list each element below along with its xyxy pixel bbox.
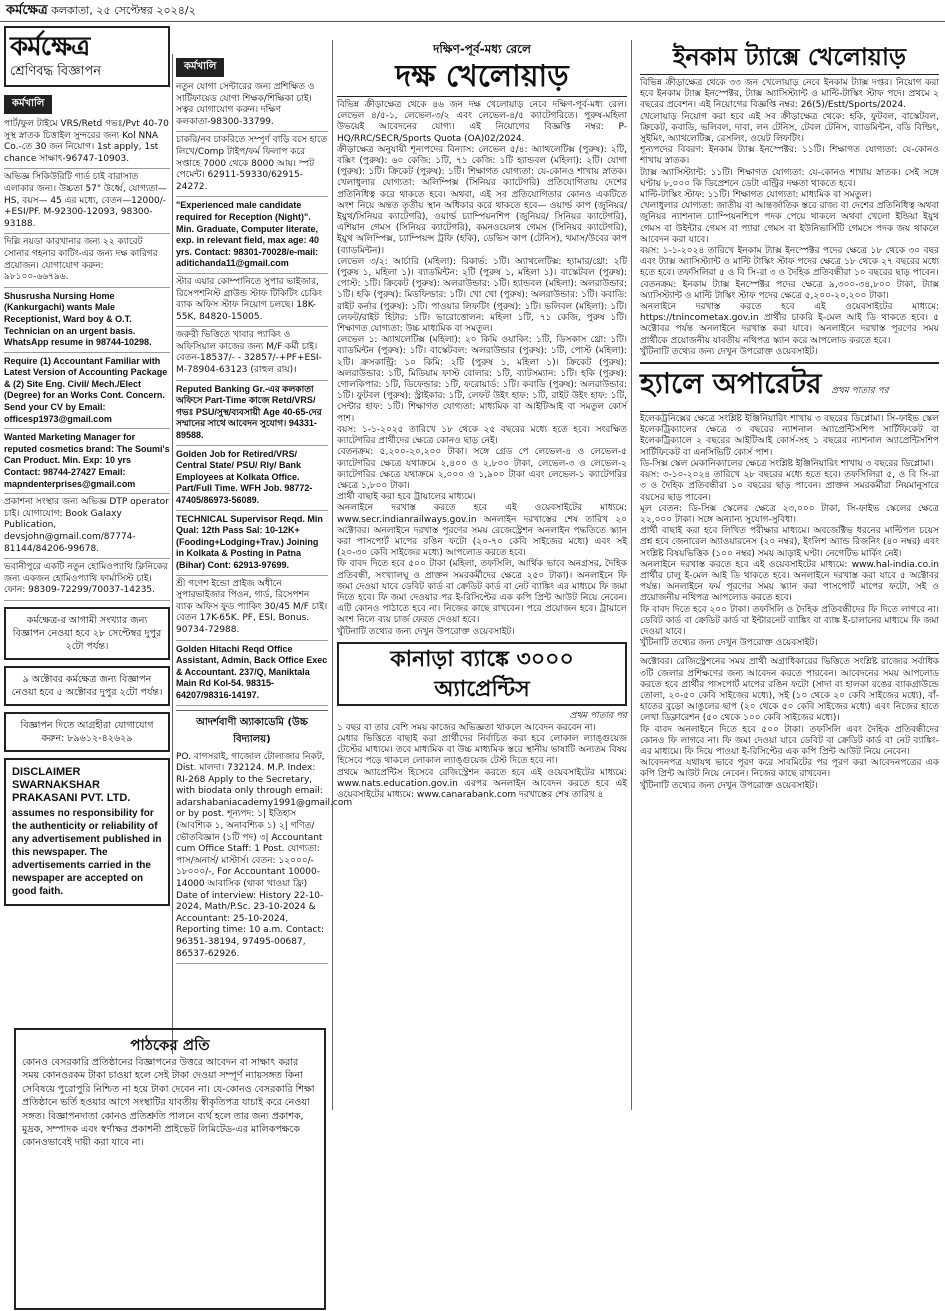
classified-ad: "Experienced male candidate required for Reception (Night)". Min. Graduate, Computer literate, exp. in relevant field, max age: 40 yrs. Contact: 98301-70028/e-mail: aditichanda11@gmail.com bbox=[176, 197, 328, 274]
classified-column-1 bbox=[4, 26, 170, 1026]
reader-notice-box bbox=[14, 1028, 326, 1310]
classified-ad: অভিজ্ঞ সিকিউরিটি গার্ড চাই বারাসাত এলাকার জন্য। উচ্চতা 57" উর্ধ্বে, যোগ্যতা— HS, বয়স— 45 এর মধ্যে, বেতন—12000/-+ESI/PF. M-92300-12093, 98300-93188. bbox=[4, 169, 170, 234]
classified-ad: জরুরী ভিত্তিতে খাবার প্যাকিং ও অফিসিয়াল কাজের জন্য M/F কর্মী চাই। বেতন-18537/- - 32857/-+PF+ESI- M-78904-63123 (রাহুল রায়)। bbox=[176, 327, 328, 380]
masthead-location-date: কলকাতা, ২৫ সেপ্টেম্বর ২০২৪/২ bbox=[51, 4, 196, 17]
classified-ad: স্টার এয়ার কোম্পানিতে সুপার ভাইজার, রিসেপশনিস্ট গ্রাউন্ড স্টাফ টিকিটিং চেকিং ব্যাক অফিস স্টাফ নিয়োগ চলছে। 18K-55K, 84820-15005. bbox=[176, 274, 328, 327]
classified-ad: Require (1) Accountant Familiar with Latest Version of Accounting Package & (2) Site Eng. Civil/ Mech./Elect (Degree) for an Works Cont. Concern. Send your CV by Email: officesp1973@gmail.com bbox=[4, 353, 170, 430]
incometax-article bbox=[638, 40, 941, 1310]
incometax-headline: ইনকাম ট্যাক্সে খেলোয়াড় bbox=[640, 40, 939, 75]
section-tag: কর্মখালি bbox=[4, 95, 52, 114]
canara-page-ref: প্রথম পাতার পর bbox=[569, 710, 627, 721]
classified-ad: ভবানীপুরে একটি নতুন হোমিওপ্যাথি ক্লিনিকের জন্য একজন হোমিওপ্যাথি ফার্মাসিস্ট চাই। ফোন: 98309-72299/70037-14235. bbox=[4, 559, 170, 601]
academy-title: আদর্শবাণী অ্যাকাডেমি (উচ্চ বিদ্যালয়) bbox=[176, 710, 328, 749]
article-body: বিভিন্ন ক্রীড়াক্ষেত্র থেকে ৪৬ জন দক্ষ খেলোয়াড় নেবে দক্ষিণ-পূর্ব-মধ্য রেল। লেভেল ৪/৫-১, লেভেল-৩/২ এবং লেভেল-৪/৫ ক্যাটেগরিতে। পুরুষ-মহিলা উভয়েই আবেদনের যোগ্য। এই নিয়োগের বিজ্ঞপ্তি নম্বর: P-HQ/RRC/SECR/Sports Quota (OA)02/2024. ক্রীড়াক্ষেত্র অনুযায়ী শূন্যপদের বিন্যাস: লেভেল ৫/৪: অ্যাথলেটিক্স (পুরুষ): ২টি, বক্সিং (পুরুষ): ৬০ কেজি: ১টি, ৭১ কেজি: ১টি হ্যান্ডবল (মহিলা): ২টি। যোগা (পুরুষ): ১টি। ক্রিকেট (পুরুষ): ১টি। শিক্ষাগত যোগ্যতা: যে-কোনও শাখায় স্নাতক। খেলাধুলার যোগ্যতা: অলিম্পিক্স (সিনিয়র ক্যাটেগরি) প্রতিযোগিতায় দেশের প্রতিনিধিত্ব করে থাকতে হবে। অথবা, এই সব প্রতিযোগিতার কোনও একটিতে অংশ নিয়ে অন্তত তৃতীয় স্থান অধিকার করে থাকতে হবে— ওয়ার্ল্ড কাপ (জুনিয়র/ইয়ুথ/সিনিয়র ক্যাটেগরি), ওয়ার্ল্ড চ্যাম্পিয়নশিপ (জুনিয়র/ সিনিয়র ক্যাটেগরি), এশিয়ান গেমস (সিনিয়র ক্যাটেগরি), কমনওয়েলথ গেমস (সিনিয়র ক্যাটেগরি), ইয়ুথ অলিম্পিক্স, চ্যাম্পিয়ন্স ট্রফি (হকি), ডেভিস কাপ (টেনিস), থমাস/উবের কাপ (ব্যাডমিন্টন)। লেভেল ৩/২: আর্চারি (মহিলা): রিকার্ভ: ১টি। অ্যাথলেটিক্স: হ্যামার/থ্রো: ২টি (পুরুষ ১, মহিলা ১)। ব্যাডমিন্টন: ২টি (পুরুষ ১, মহিলা ১)। বাস্কেটবল (পুরুষ): পোস্ট: ১টি। ক্রিকেট (পুরুষ): অলরাউন্ডার: ১টি। হ্যান্ডবল (মহিলা): অলরাউন্ডার: ১টি। হকি (পুরুষ): মিডফিল্ডার: ১টি। খো খো (পুরুষ): অলরাউন্ডার: ১টি। কবাডি: রাইট কর্নার (পুরুষ): ১টি। পাওয়ার লিফটিং (পুরুষ): ১টি। ভলিবল (মহিলা): ১টি। লেফট/রাইট হিটার: ১টি। ভারোত্তোলন: মহিলা ১টি, ৭১ কেজি, পুরুষ ১টি। শিক্ষাগত যোগ্যতা: উচ্চ মাধ্যমিক বা সমতুল। লেভেল ১: অ্যাথলেটিক্স (মহিলা): ২০ কিমি ওয়াকিং: ১টি, ডিসকাস থ্রো: ১টি। ব্যাডমিন্টন (পুরুষ): ১টি। বাস্কেটবল: অলরাউন্ডার (পুরুষ): ১টি, পোস্ট (মহিলা): ২টি। ক্রসকান্ট্রি: ১০ কিমি: ২টি (পুরুষ ১, মহিলা ১)। ক্রিকেট (পুরুষ): অলরাউন্ডার: ১টি, মিডিয়াম ফাস্ট বোলার: ১টি, ব্যাটসম্যান: ১টি। হকি (পুরুষ): গোলকিপার: ১টি, ডিফেন্ডার: ১টি, ফরোয়ার্ড: ১টি। কবাডি (পুরুষ): অলরাউন্ডার: ১টি। ফুটবল (পুরুষ): স্ট্রাইকার: ১টি, লেফট উইং হাফ: ১টি, রাইট উইং হাফ: ১টি, সেন্টার হাফ: ১টি। শিক্ষাগত যোগ্যতা: মাধ্যমিক বা আইটিআই বা সমতুল কোর্স পাশ। বয়স: ১-১-২০২৫ তারিখে ১৮ থেকে ২৫ বছরের মধ্যে হতে হবে। সংরক্ষিত ক্যাটেগরির প্রার্থীদের ক্ষেত্রে কোনও ছাড় নেই। বেতনক্রম: ৫,২০০-২০,২০০ টাকা। সঙ্গে গ্রেড পে লেভেল-৪ ও লেভেল-৫ ক্যাটেগরির ক্ষেত্রে যথাক্রমে ২,৪০০ ও ২,৮০০ টাকা, লেভেল-৩ ও লেভেল-২ ক্যাটেগরির ক্ষেত্রে যথাক্রমে ২,০০০ ও ১,৯০০ টাকা এবং লেভেল-১ ক্যাটেগরির ক্ষেত্রে ১,৮০০ টাকা। প্রার্থী বাছাই করা হবে ট্রায়ালের মাধ্যমে। অনলাইনে দরখাস্ত করতে হবে এই ওয়েবসাইটের মাধ্যমে: www.secr.indianrailways.gov.in অনলাইন দরখাস্তের শেষ তারিখ ২০ অক্টোবর। অনলাইনে দরখাস্ত পূরণের সময় রেজেস্ট্রেশন অনলাইন পদ্ধতিতে স্ক্যান করা পাসপোর্ট মাপের রঙিন ফটো (২০-৭০ কেবি সাইজের মধ্যে) এবং সই (২০-৩০ কেবি সাইজের মধ্যে) আপলোড করতে হবে। ফি বাবদ দিতে হবে ৫০০ টাকা (মহিলা, তফসিলি, আর্থিক ভাবে অনগ্রসর, দৈহিক প্রতিবন্ধী, সংখ্যালঘু ও প্রাক্তন সমরকর্মীদের ক্ষেত্রে ২৫০ টাকা)। অনলাইনে ফি জমা দেওয়া যাবে ডেবিট কার্ড বা ক্রেডিট কার্ড বা নেট ব্যাঙ্কিং এর মাধ্যমে ফি জমা দিতে হবে। ফি জমা দেওয়ার পর ই-রিসিপ্টের এক কপি প্রিন্ট আউট নিয়ে নেবেন। এটি কোনও পাঠাতে হবে না। নিজের কাছে রাখবেন। পরে প্রয়োজন হবে। ট্রায়ালে অংশ নিলে ব্যয় চার্জ ফেরত দেওয়া হবে। খুঁটিনাটি তথ্যের জন্য দেখুন উপরোক্ত ওয়েবসাইট। bbox=[337, 100, 627, 637]
incometax-body: বিভিন্ন ক্রীড়াক্ষেত্র থেকে ৩৩ জন খেলোয়াড় নেবে ইনকাম ট্যাক্স দপ্তর। নিয়োগ করা হবে ইনকাম ট্যাক্স ইনস্পেক্টর, ট্যাক্স অ্যাসিস্ট্যান্ট ও মাল্টি-টাস্কিং স্টাফ পদে। প্রথমে ২ বছরের প্রবেশন। এই নিয়োগের বিজ্ঞপ্তি নম্বর: 26(5)/Estt/Sports/2024. খেলোয়াড় নিয়োগ করা হবে এই সব ক্রীড়াক্ষেত্র থেকে: হকি, ফুটবল, বাস্কেটবল, ক্রিকেট, কবাডি, ভলিবল, দাবা, লন টেনিস, টেবল টেনিস, ব্যাডমিন্টন, বডি বিল্ডিং, সুইমিং, অ্যাথলেটিক্স, রেসলিং, ওয়েট লিফটিং। শূন্যপদের বিবরণ: ইনকাম ট্যাক্স ইনস্পেক্টর: ১১টি। শিক্ষাগত যোগ্যতা: যে-কোনও শাখায় স্নাতক। ট্যাক্স অ্যাসিস্ট্যান্ট: ১১টি। শিক্ষাগত যোগ্যতা: যে-কোনও শাখায় স্নাতক। সেই সঙ্গে ঘণ্টায় ৮,০০০ কি ডিপ্রেশনে ডেটা এন্ট্রির দক্ষতা থাকতে হবে। মাল্টি-টাস্কিং স্টাফ: ১১টি। শিক্ষাগত যোগ্যতা: মাধ্যমিক বা সমতুল। খেলাধুলার যোগ্যতা: জাতীয় বা আন্তর্জাতিক স্তরে রাজ্য বা দেশের প্রতিনিধিত্ব অথবা জুনিয়র ন্যাশনাল চ্যাম্পিয়নশিপে পদক পেয়ে থাকলে অথবা খেলো ইন্ডিয়া ইয়ুথ গেমস বা উইন্টার গেমস বা প্যারা গেমস বা ইউনিভার্সিটি গেমসে পদক জয় থাকলে আবেদন করা যাবে। বয়স: ১-১-২০২৪ তারিখে ইনকাম ট্যাক্স ইনস্পেক্টর পদের ক্ষেত্রে ১৮ থেকে ৩০ বছর এবং ট্যাক্স অ্যাসিস্ট্যান্ট ও মাল্টি টাস্কিং স্টাফ পদের ক্ষেত্রে ১৮ থেকে ২৭ বছরের মধ্যে হতে হবে। তফসিলিরা ৫ ও বি সি-রা ৩ ও দৈহিক প্রতিবন্ধীরা ১০ বছরের ছাড় পাবেন। বেতনক্রম: ইনকাম ট্যাক্স ইনস্পেক্টর পদের ক্ষেত্রে ৯,৩০০-৩৪,৮০০ টাকা, ট্যাক্স অ্যাসিস্ট্যান্ট ও মাল্টি টাস্কিং স্টাফ পদের ক্ষেত্রে ৫,২০০-২০,২০০ টাকা। অনলাইনে দরখাস্ত করতে হবে এই ওয়েবসাইটের মাধ্যমে: https://tnincometax.gov.in প্রার্থীর চাকরি ই-মেল আই ডি থাকতে হবে। ৫ অক্টোবর পর্যন্ত অনলাইনে দরখাস্ত করা যাবে। অনলাইনে দরখাস্ত পূরণের সময় প্রার্থীকে প্রয়োজনীয় যাবতীয় নথিপত্র স্ক্যান করে আপলোড করতে হবে। খুঁটিনাটি তথ্যের জন্য দেখুন উপরোক্ত ওয়েবসাইট। bbox=[640, 78, 939, 357]
disclaimer-title: DISCLAIMER SWARNAKSHAR PRAKASANI PVT. LTD. bbox=[12, 765, 131, 804]
classified-ad: দিল্লি নয়ডা কারখানার জন্য ২২ ক্যারেট সোনার গহনার কাটিং-এর জন্য দক্ষ কারিগর প্রয়োজন। যোগাযোগ করুন: ৯৮১০০-৬৬৭৯৬. bbox=[4, 234, 170, 287]
classified-subtitle: শ্রেণিবদ্ধ বিজ্ঞাপন bbox=[10, 64, 101, 79]
disclaimer-body: assumes no responsibility for the authenticity or reliability of any advertisement published in this newspaper. The advertisements carried in the newspaper are accepted on good faith. bbox=[12, 807, 162, 897]
classified-ad: TECHNICAL Supervisor Reqd. Min Qual: 12th Pass Sal: 10-12K+ (Fooding+Lodging+Trav.) Joining in Kolkata & Posting in Patna (Bihar) Cont: 62913-97699. bbox=[176, 511, 328, 576]
masthead-bar bbox=[0, 0, 945, 22]
promo-box: কর্মক্ষেত্র-র আগামী সংখ্যার জন্য বিজ্ঞাপন নেওয়া হবে ২৮ সেপ্টেম্বর দুপুর ২টো পর্যন্ত। bbox=[4, 607, 170, 660]
article-headline: দক্ষ খেলোয়াড় bbox=[337, 58, 627, 97]
hal-page-ref: প্রথম পাতার পর bbox=[831, 386, 889, 397]
academy-body: PO. বাগসরাই, গাজোল টোলাজার নিকট, Dist. মালদা। 732124. M.P. Index: RI-268 Apply to the Secretary, with biodata only through email: adarshabaniacademy1991@gmail.com or by post. শূন্যপদ: ১| ইতিহাস (আবশ্যিক ১, অনাবশ্যিক ১) ২| গণিত/ভৌতবিজ্ঞান (১টি পদ) ৩| Accountant cum Office Staff: 1 Post. যোগ্যতা: পাস/অনার্স/ মাস্টার্স। বেতন: ১২০০০/- ১৮০০০/-, For Accountant 10000-14000 আবাসিক (থাকা খাওয়া ফ্রি) Date of interview: History 22-10-2024, Math/P.Sc. 23-10-2024 & Accountant: 25-10-2024, Reporting time: 10 a.m. Contact: 96351-38194, 97495-00687, 86537-62926. bbox=[176, 749, 328, 965]
promo-box: বিজ্ঞাপন দিতে আগ্রহীরা যোগাযোগ করুন: ৮৯৬১২-৪২৬২৯ bbox=[4, 712, 170, 752]
section-tag: কর্মখালি bbox=[176, 58, 224, 77]
canara-headline: কানাড়া ব্যাঙ্কে ৩০০০ অ্যাপ্রেন্টিস bbox=[337, 642, 627, 706]
classified-ad: প্রকাশনা সংস্থার জন্য অভিজ্ঞ DTP operator চাই। যোগাযোগ: Book Galaxy Publication, devsjohn@gmail.com/87774-81144/84206-99678. bbox=[4, 494, 170, 559]
classified-ad: চাকরি/নব চাকরিতে সম্পূর্ণ বাড়ি বসে হাতে লিখে/Comp টাইপ/ফর্ম ফিলাপ করে সপ্তাহে 7000 থেকে 8000 আয়। স্পট পেমেন্ট। 62911-59330/62915-24272. bbox=[176, 132, 328, 197]
classified-ad: Golden Hitachi Reqd Office Assistant, Admin, Back Office Exec & Accountant. 237/Q, Maniktala Main Rd Kol-54. 98315-64207/98316-14197. bbox=[176, 641, 328, 706]
railway-article bbox=[332, 40, 632, 1110]
classified-ad: নতুন যোগা সেন্টারের জন্য প্রশিক্ষিত ও সার্টিফায়েড যোগা শিক্ষক/শিক্ষিকা চাই। সত্বর যোগাযোগ করুন। দক্ষিণ কলকাতা-98300-33799. bbox=[176, 79, 328, 132]
hal-headline-row bbox=[640, 362, 939, 412]
hal-headline: হ্যালে অপারেটর bbox=[640, 367, 822, 401]
article-kicker: দক্ষিণ-পূর্ব-মধ্য রেলে bbox=[433, 42, 531, 56]
classified-ad: শ্রী গণেশ ইন্ডো প্রাইজ অধীনে সুপারভাইজার পিওন, গার্ড, রিসেপশন ব্যাক অফিস ফুড প্যাকিং 30/45 M/F চাই। বেতন 17K-65K. PF, ESI, Bonus. 90734-72988. bbox=[176, 576, 328, 641]
classified-ad: Golden Job for Retired/VRS/ Central State/ PSU/ Rly/ Bank Employees at Kolkata Office. Part/Full Time. WFH Job. 98772-47405/86973-56089. bbox=[176, 446, 328, 511]
canara-body: ১ বছর বা তার বেশি সময় কাজের অভিজ্ঞতা থাকলে আবেদন করবেন না। মেধার ভিত্তিতে বাছাই করা প্রার্থীদের নির্বাচিত করা হবে লোকাল ল্যাঙ্গুয়েজ টেস্টের মাধ্যমে। তবে মাধ্যমিক বা উচ্চ মাধ্যমিক স্তরে স্থানীয় ভাষাটি অন্যতম বিষয় হিসেবে পড়ে থাকলে লোকাল ল্যাঙ্গুয়েজ টেস্ট দিতে হবে না। প্রথমে অ্যাপ্রেন্টিস হিসেবে রেজিস্ট্রেশন করতে হবে এই ওয়েবসাইটের মাধ্যমে: www.nats.education.gov.in এরপর অনলাইন আবেদন করতে হবে এই ওয়েবসাইটের মাধ্যমে: www.canarabank.com দরখাস্তের শেষ তারিখ ৪ bbox=[337, 722, 627, 800]
classified-ad: পার্ট/ফুল টাইমে VRS/Retd গভঃ/Pvt 40-70 সুস্থ স্নাতক চিত্তাইল সুন্দরের জন্য Kol NNA Co.-তে 30 জন নিয়োগ। 1st apply, 1st chance সাক্ষাৎ-96747-10903. bbox=[4, 116, 170, 169]
classified-header bbox=[4, 26, 170, 87]
classified-ad: Wanted Marketing Manager for reputed cosmetics brand: The Soumi's Can Product. Min. Exp: 10 yrs Contact: 98744-27427 Email: mapndenterprises@gmail.com bbox=[4, 429, 170, 494]
disclaimer-box bbox=[4, 758, 170, 906]
hal-body: ইলেকট্রনিক্সের ক্ষেত্রে সংশ্লিষ্ট ইঞ্জিনিয়ারিং শাখায় ৩ বছরের ডিপ্লোমা। সি-ফাইভ স্কেল ইলেকট্রিক্যালের ক্ষেত্রে ৩ বছরের ন্যাশনাল অ্যাপ্রেন্টিসশিপ সার্টিফিকেট বা ইলেকট্রিক্যালে ২ বছরের আইটিআই কোর্স-সহ ১ বছরের ন্যাশনাল অ্যাপ্রেন্টিসশিপ সার্টিফিকেট বা এনসিভিটি কোর্স পাশ। ডি-সিক্স স্কেল মেকানিক্যালের ক্ষেত্রে সংশ্লিষ্ট ইঞ্জিনিয়ারিং শাখায় ৩ বছরের ডিপ্লোমা। বয়স: ৩-১০-২০২৪ তারিখে ২৮ বছরের মধ্যে হতে হবে। তফসিলিরা ৫, ও বি সি-রা ৩ ও দৈহিক প্রতিবন্ধীরা ১০ বছরের ছাড় পাবেন। প্রাক্তন সমরকর্মীরা নিয়মানুসারে বয়সের ছাড় পাবেন। মূল বেতন: ডি-সিক্স স্কেলের ক্ষেত্রে ২৩,০০০ টাকা, সি-ফাইভ স্কেলের ক্ষেত্রে ২২,০০০ টাকা। সঙ্গে অন্যান্য সুযোগ-সুবিধা। প্রার্থী বাছাই করা হবে লিখিত পরীক্ষার মাধ্যমে। অবজেক্টিভ ধরনের মাল্টিপল চয়েস প্রশ্ন হবে জেনারেল অ্যাওয়ারনেস (২০ নম্বর), ইংলিশ অ্যান্ড রিজনিং (৪০ নম্বর) এবং সংশ্লিষ্ট বিষয়ভিত্তিক (১০০ নম্বর) সময় আড়াই ঘণ্টা। নেগেটিভ মার্কিং নেই। অনলাইনে দরখাস্ত করতে হবে এই ওয়েবসাইটের মাধ্যমে: www.hal-india.co.in প্রার্থীর চালু ই-মেল আই ডি থাকতে হবে। অনলাইনে দরখাস্ত করা যাবে ৫ অক্টোবর পর্যন্ত। অনলাইনে ফর্ম পূরণের সময় স্ক্যান করা পাসপোর্ট মাপের ফটো, সই ও প্রয়োজনীয় নথিপত্র আপলোড করতে হবে। ফি বাবদ দিতে হবে ২০০ টাকা। তফসিলি ও দৈহিক প্রতিবন্ধীদের ফি দিতে লাগবে না। ডেবিট কার্ড বা ক্রেডিট কার্ড বা ইন্টারনেট ব্যাঙ্কিং বা ব্যাঙ্ক ই-চালানের মাধ্যমে ফি জমা দেওয়া যাবে। খুঁটিনাটি তথ্যের জন্য দেখুন উপরোক্ত ওয়েবসাইট। bbox=[640, 414, 939, 649]
classified-ad: Reputed Banking Gr.-এর কলকাতা অফিসে Part-Time কাজে Retd/VRS/গভঃ PSU/সুস্থ/ব্যবসায়ী Age 40-65-দের সম্মানের সাথে আবেদন সুযোগ। 94331-89588. bbox=[176, 381, 328, 446]
classified-logo: কর্মক্ষেত্র bbox=[10, 32, 90, 62]
classified-ad: Shusrusha Nursing Home (Kankurgachi) wants Male Receptionist, Ward boy & O.T. Technician on an urgent basis. WhatsApp resume in 98744-10298. bbox=[4, 288, 170, 353]
masthead-brand: কর্মক্ষেত্র bbox=[6, 3, 48, 18]
classified-column-2 bbox=[172, 54, 353, 1054]
hal-continued: অক্টোবর। রেজিস্ট্রেশনের সময় প্রার্থী অগ্রাধিকারের ভিত্তিতে সংশ্লিষ্ট রাজ্যের সর্বাধিক ৩টি জেলার প্রশিক্ষণের জন্য আবেদন করতে পারবেন। আবেদনের সময় আপলোড করতে হবে প্রার্থীর পাসপোর্ট মাপের রঙিন ফটো (সাদা বা হালকা রঙের ব্যাকগ্রাউন্ডে তোলা, ২০-৫০ কেবি সাইজের মধ্যে), সই (১০ থেকে ২০ কেবি সাইজের মধ্যে), বাঁ-হাতের বুড়ো আঙুলের ছাপ (২০ থেকে ৫০ কেবি সাইজের মধ্যে) এবং নিজের হাতে লেখা ডিক্লারেশন (৫০ থেকে ১০০ কেবি সাইজের মধ্যে)। ফি বাবদ অনলাইনে দিতে হবে ৫০০ টাকা। তফসিলি এবং দৈহিক প্রতিবন্ধীদের কোনও ফি লাগবে না। ফি জমা দেওয়া যাবে ডেবিট বা ক্রেডিট কার্ড বা নেট ব্যাঙ্কিং-এর মাধ্যমে। ফি দিয়ে পাওয়া ই-রিসিপ্টের এক কপি প্রিন্ট আউট নিয়ে নেবেন। আবেদনপত্র যথাযথ ভাবে পূরণ করে সাবমিটের পর পূরণ করা আবেদনপত্রের এক কপি প্রিন্ট আউট নিয়ে নেবেন। নিজের কাছে রাখবেন। খুঁটিনাটি তথ্যের জন্য দেখুন উপরোক্ত ওয়েবসাইট। bbox=[640, 653, 939, 791]
reader-notice-body: কোনও বেসরকারি প্রতিষ্ঠানের বিজ্ঞাপনের উত্তরে আবেদন বা সাক্ষাৎ করার সময় কোনওরকম টাকা চাওয়া হলে সেই টাকা দেওয়া সম্পূর্ণ ন্যায়সঙ্গত কিনা সেবিষয়ে পুরোপুরি নিশ্চিত না হয়ে টাকা দেবেন না। যে-কোনও বেসরকারি শিক্ষা প্রতিষ্ঠানে ভর্তি হওয়ার আগে সংস্থাটির যাবতীয় স্বীকৃতিপত্র যাচাই করে নেওয়া সঙ্গত। বিজ্ঞাপনদাতা কোনও প্রতিশ্রুতি পালনে ব্যর্থ হলে তার জন্য প্রকাশক, মুদ্রক, সম্পাদক এবং স্বর্ণাক্ষর প্রকাশনী প্রাইভেট লিমিটেড-এর মালিকপক্ষকে কোনওভাবেই দায়ী করা যাবে না। bbox=[22, 1057, 315, 1149]
promo-box: ৯ অক্টোবর কর্মক্ষেত্র জন্য বিজ্ঞাপন নেওয়া হবে ৫ অক্টোবর দুপুর ২টো পর্যন্ত। bbox=[4, 666, 170, 706]
reader-notice-title: পাঠকের প্রতি bbox=[130, 1036, 210, 1054]
